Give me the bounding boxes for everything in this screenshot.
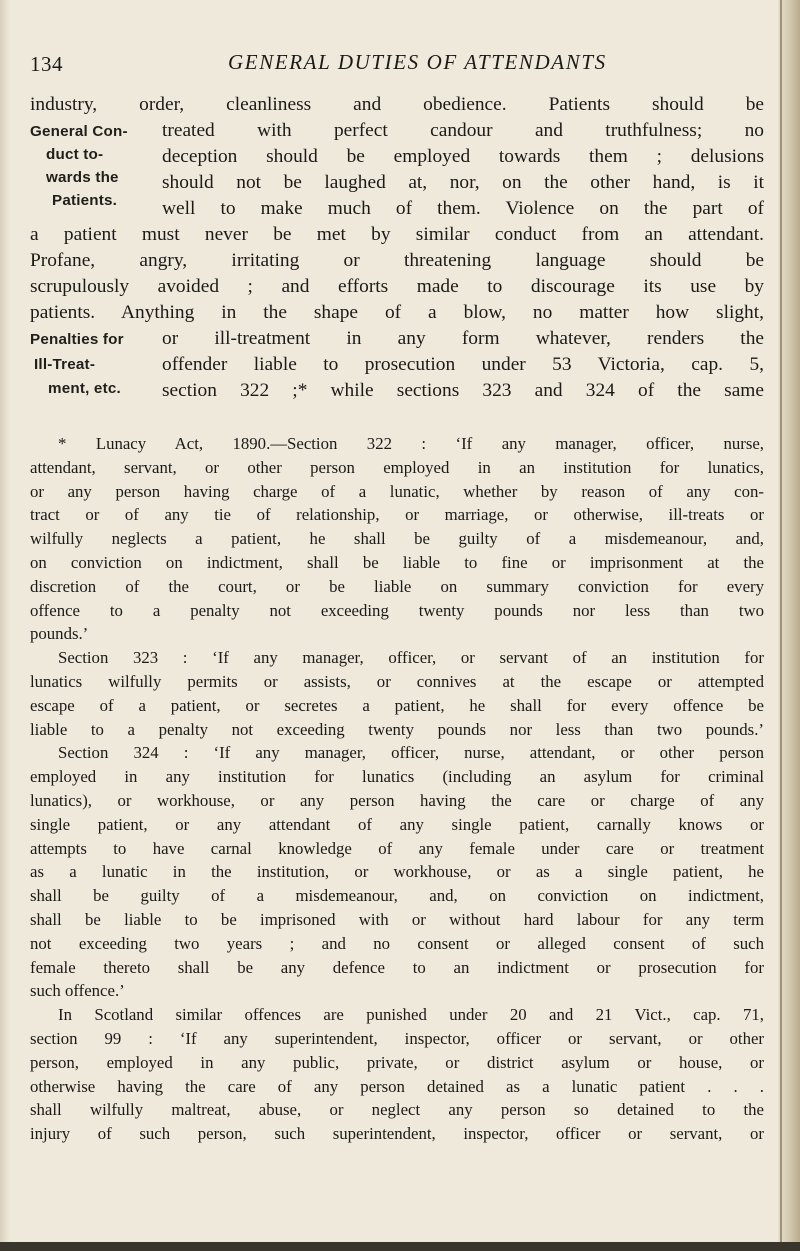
footnote-line: otherwise having the care of any person detained as a lunatic patient . . . [30, 1076, 764, 1096]
footnote-line: shall be guilty of a misdemeanour, and, on conviction on indictment, [30, 886, 764, 906]
footnote-line: Section 323 : ‘If any manager, officer, or servant of an institution for [58, 648, 764, 668]
footnote-line: such offence.’ [30, 981, 125, 1001]
page-bottom-rule [0, 1242, 800, 1251]
body-line: well to make much of them. Violence on the part of [162, 198, 764, 219]
footnote-line: escape of a patient, or secretes a patient, he shall for every offence be [30, 695, 764, 715]
footnote-line: liable to a penalty not exceeding twenty pounds nor less than two pounds.’ [30, 719, 764, 739]
body-line: industry, order, cleanliness and obedience. Patients should be [30, 94, 764, 115]
body-line: deception should be employed towards them ; delusions [162, 146, 764, 167]
body-line: should not be laughed at, nor, on the other hand, is it [162, 172, 764, 193]
footnote-line: attempts to have carnal knowledge of any female under care or treatment [30, 838, 764, 858]
footnote-line: injury of such person, such superintendent, inspector, officer or servant, or [30, 1124, 764, 1144]
body-line: patients. Anything in the shape of a blow, no matter how slight, [30, 302, 764, 323]
footnote-line: attendant, servant, or other person employed in an institution for lunatics, [30, 457, 764, 477]
footnote-line: lunatics), or workhouse, or any person having the care or charge of any [30, 791, 764, 810]
footnote-line: In Scotland similar offences are punished under 20 and 21 Vict., cap. 71, [58, 1005, 764, 1025]
footnote-line: as a lunatic in the institution, or workhouse, or as a single patient, he [30, 862, 764, 882]
margin-note-general-conduct: Patients. [52, 192, 118, 209]
footnote-line: single patient, or any attendant of any single patient, carnally knows or [30, 814, 764, 834]
margin-note-penalties: Ill-Treat- [34, 356, 96, 373]
margin-note-penalties: Penalties for [30, 331, 124, 348]
footnote-line: tract or of any tie of relationship, or marriage, or otherwise, ill-treats or [30, 505, 764, 525]
footnote-line: shall be liable to be imprisoned with or without hard labour for any term [30, 910, 764, 929]
body-line: Profane, angry, irritating or threatening language should be [30, 250, 764, 271]
page-gutter-shadow [0, 0, 10, 1251]
running-head: GENERAL DUTIES OF ATTENDANTS [228, 50, 607, 74]
body-line: offender liable to prosecution under 53 Victoria, cap. 5, [162, 354, 764, 375]
footnote-line: not exceeding two years ; and no consent or alleged consent of such [30, 933, 764, 953]
page-edge-line [780, 0, 782, 1251]
margin-note-general-conduct: duct to- [46, 146, 104, 163]
footnote-line: shall wilfully maltreat, abuse, or neglect any person so detained to the [30, 1100, 764, 1120]
footnote-line: pounds.’ [30, 624, 89, 644]
footnote-line: discretion of the court, or be liable on summary conviction for every [30, 576, 764, 596]
body-line: or ill-treatment in any form whatever, renders the [162, 328, 764, 349]
margin-note-general-conduct: General Con- [30, 123, 128, 140]
footnote-line: on conviction on indictment, shall be liable to fine or imprisonment at the [30, 553, 764, 572]
body-line: treated with perfect candour and truthfulness; no [162, 120, 764, 141]
page-header [0, 50, 800, 80]
footnote-line: lunatics wilfully permits or assists, or connives at the escape or attempted [30, 672, 764, 691]
footnote-line: employed in any institution for lunatics (including an asylum for criminal [30, 767, 764, 787]
footnote-line: Section 324 : ‘If any manager, officer, nurse, attendant, or other person [58, 743, 764, 763]
footnote-line: female thereto shall be any defence to an indictment or prosecution for [30, 957, 764, 977]
margin-note-penalties: ment, etc. [48, 380, 121, 397]
footnote-line: wilfully neglects a patient, he shall be guilty of a misdemeanour, and, [30, 529, 764, 549]
margin-note-general-conduct: wards the [46, 169, 119, 186]
footnote-line: or any person having charge of a lunatic, whether by reason of any con- [30, 481, 764, 501]
body-line: a patient must never be met by similar conduct from an attendant. [30, 224, 764, 245]
body-line: scrupulously avoided ; and efforts made to discourage its use by [30, 276, 764, 297]
footnote-line: offence to a penalty not exceeding twenty pounds nor less than two [30, 600, 764, 620]
page-number: 134 [30, 52, 63, 76]
footnote-line: section 99 : ‘If any superintendent, inspector, officer or servant, or other [30, 1029, 764, 1048]
footnote-line: * Lunacy Act, 1890.—Section 322 : ‘If any manager, officer, nurse, [58, 434, 764, 453]
body-line: section 322 ;* while sections 323 and 324 of the same [162, 380, 764, 401]
footnote-line: person, employed in any public, private, or district asylum or house, or [30, 1052, 764, 1072]
